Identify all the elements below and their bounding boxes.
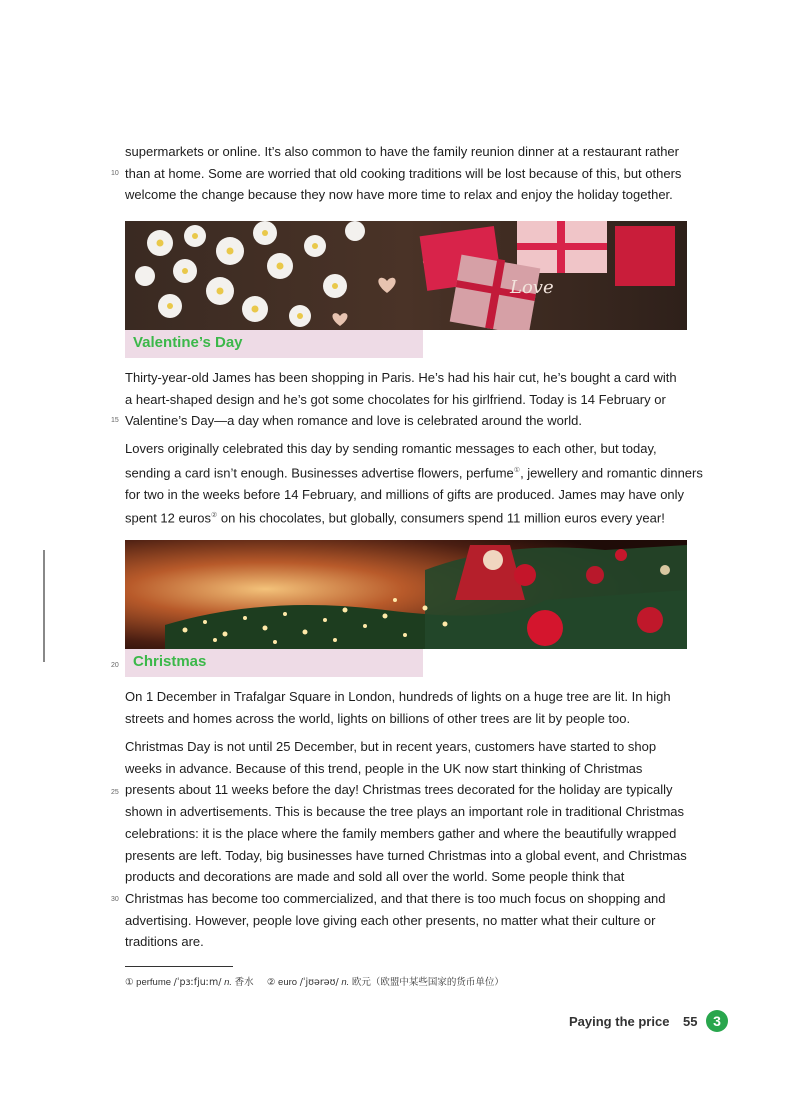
footnote-ipa: /ˈjʊərəʊ/ [299,977,339,988]
text-line: presents are left. Today, big businesses have turned Christmas into a global event, and Christmas [125,847,687,863]
valentine-paragraph-1 [125,367,715,432]
text-line: Lovers originally celebrated this day by sending romantic messages to each other, but today, [125,441,657,456]
text-line: Christmas Day is not until 25 December, but in recent years, customers have started to shop [125,739,657,754]
footnote-word: perfume [136,977,172,988]
text-line: Valentine’s Day—a day when romance and love is celebrated around the world. [125,413,582,429]
text-line: welcome the change because they now have more time to relax and enjoy the holiday together. [125,187,673,203]
footnote-number: ① [125,977,134,988]
unit-badge: 3 [706,1010,728,1032]
footnote-pos: n. [224,977,233,988]
footnote-rule [125,966,233,967]
line-number: 20 [111,662,119,669]
text-line: streets and homes across the world, lights on billions of other trees are lit by people too. [125,710,631,726]
text-line: Thirty-year-old James has been shopping in Paris. He’s had his hair cut, he’s bought a card with [125,370,677,385]
section-heading-band [125,330,423,358]
page-footer [569,1014,698,1029]
text-fragment: spent 12 euros [125,510,212,526]
footnotes [125,974,504,988]
footnote-ipa: /ˈpɜːfjuːm/ [173,977,222,988]
footnote-marker: ② [211,512,218,520]
footnote-pos: n. [341,977,350,988]
text-line [125,460,715,484]
valentine-paragraph-2 [125,438,715,529]
line-number: 15 [111,417,119,424]
margin-bar [43,550,45,662]
text-line: supermarkets or online. It’s also common to have the family reunion dinner at a restaurant rather [125,144,679,159]
text-fragment: , jewellery and romantic dinners [520,465,703,481]
text-line: On 1 December in Trafalgar Square in London, hundreds of lights on a huge tree are lit. In high [125,689,671,704]
text-line: celebrations: it is the place where the family members gather and where the beautifully wrapped [125,825,677,841]
text-line: a heart-shaped design and he’s got some chocolates for his girlfriend. Today is 14 February or [125,391,666,407]
intro-paragraph [125,141,715,206]
section-heading-band [125,649,423,677]
text-line: than at home. Some are worried that old cooking traditions will be lost because of this, but others [125,165,682,181]
christmas-paragraph-2 [125,736,715,953]
line-number: 30 [111,896,119,903]
text-line: advertising. However, people love giving each other presents, no matter what their culture or [125,912,656,928]
text-line: Christmas has become too commercialized, and that there is too much focus on shopping and [125,890,666,906]
love-sign: Love [510,277,554,298]
unit-title: Paying the price [569,1014,670,1029]
text-line [125,505,715,529]
text-fragment: on his chocolates, but globally, consumers spend 11 million euros every year! [217,510,665,526]
text-line: for two in the weeks before 14 February, and millions of gifts are produced. James may have only [125,486,685,502]
text-line: traditions are. [125,934,204,950]
footnote-number: ② [266,977,276,988]
christmas-paragraph-1 [125,686,715,729]
line-number: 25 [111,789,119,796]
text-line: shown in advertisements. This is because the tree plays an important role in traditional Christmas [125,804,685,820]
section-heading: Christmas [133,653,207,670]
text-line: presents about 11 weeks before the day! Christmas trees decorated for the holiday are typically [125,782,673,798]
footnote-translation: 香水 [234,977,254,988]
christmas-photo [125,540,687,649]
footnote-translation: 欧元（欧盟中某些国家的货币单位） [351,977,504,988]
text-line: products and decorations are made and sold all over the world. Some people think that [125,869,625,885]
section-heading: Valentine’s Day [133,334,243,351]
footnote-word: euro [278,977,298,988]
footnote-marker: ① [513,466,521,474]
text-line: weeks in advance. Because of this trend, people in the UK now start thinking of Christmas [125,760,643,776]
line-number: 10 [111,170,119,177]
text-fragment: sending a card isn’t enough. Businesses advertise flowers, perfume [125,465,514,481]
page-number: 55 [683,1014,698,1029]
valentine-photo [125,221,687,330]
